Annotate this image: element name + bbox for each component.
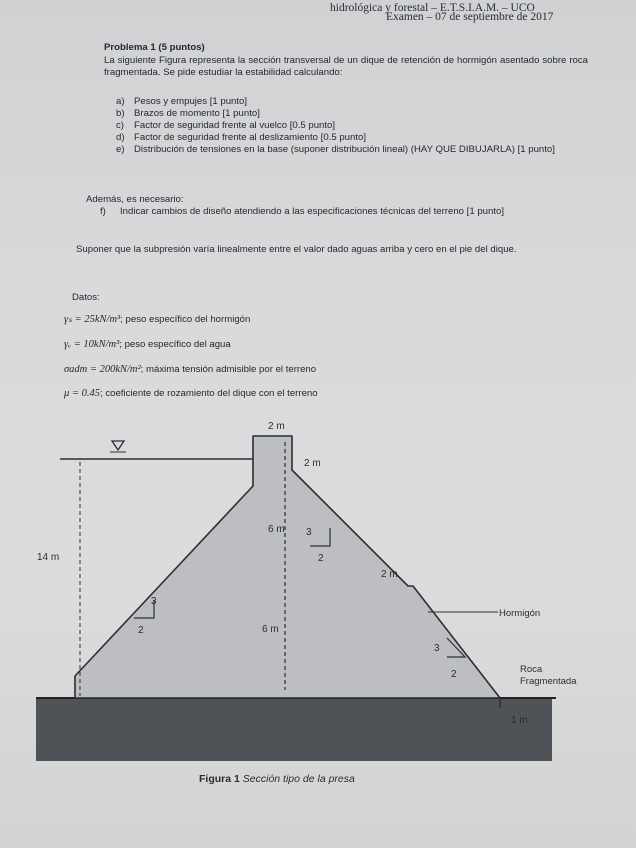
desc: ; peso específico del agua <box>119 339 231 350</box>
symbol: μ = 0.45 <box>64 388 100 399</box>
item-label: d) <box>116 132 125 143</box>
item-text: Factor de seguridad frente al deslizamiento [0.5 punto] <box>134 132 366 143</box>
desc: ; máxima tensión admisible por el terreno <box>140 364 317 375</box>
symbol: σadm = 200kN/m² <box>64 364 141 375</box>
rock-label-line2: Fragmentada <box>520 676 577 687</box>
height-label: 14 m <box>37 552 60 563</box>
slope-left-vertical: 3 <box>151 596 157 607</box>
step-width-label: 2 m <box>381 569 398 580</box>
item-text: Factor de seguridad frente al vuelco [0.5 punto] <box>134 120 336 131</box>
also-required: Además, es necesario: <box>86 194 184 205</box>
problem-title: Problema 1 (5 puntos) <box>104 42 205 53</box>
mid-upper-label: 6 m <box>268 524 285 535</box>
header-school: hidrológica y forestal – E.T.S.I.A.M. – UCO <box>330 2 535 14</box>
slope-toe-vertical: 3 <box>434 643 440 654</box>
item-label: f) <box>100 206 106 217</box>
water-level-icon <box>112 441 124 450</box>
figure-caption <box>199 773 355 785</box>
datos-title: Datos: <box>72 292 100 303</box>
slope-upper-vertical: 3 <box>306 527 312 538</box>
item-text: Indicar cambios de diseño atendiendo a las especificaciones técnicas del terreno [1 punto] <box>120 206 504 217</box>
problem-intro: La siguiente Figura representa la sección transversal de un dique de retención de hormigón asentado sobre roca fragmentada. Se pide estudiar la estabilidad calculando: <box>104 55 588 78</box>
dam-body <box>75 436 500 698</box>
item-label: a) <box>116 96 125 107</box>
mid-lower-label: 6 m <box>262 624 279 635</box>
item-label: b) <box>116 108 125 119</box>
item-label: e) <box>116 144 125 155</box>
slope-left-horizontal: 2 <box>138 625 144 636</box>
item-text: Brazos de momento [1 punto] <box>134 108 260 119</box>
desc: ; peso específico del hormigón <box>120 314 251 325</box>
top-width-label: 2 m <box>268 421 285 432</box>
item-text: Distribución de tensiones en la base (suponer distribución lineal) (HAY QUE DIBUJARLA) [1 punto] <box>134 144 555 155</box>
rock-foundation <box>36 699 552 761</box>
header-exam-date: Examen – 07 de septiembre de 2017 <box>386 11 554 23</box>
item-label: c) <box>116 120 124 131</box>
slope-toe-horizontal: 2 <box>451 669 457 680</box>
rock-label-line1: Roca <box>520 664 543 675</box>
concrete-label: Hormigón <box>499 608 541 619</box>
slope-upper-horizontal: 2 <box>318 553 324 564</box>
item-text: Pesos y empujes [1 punto] <box>134 96 248 107</box>
desc: ; coeficiente de rozamiento del dique con el terreno <box>99 388 318 399</box>
caption-text: Sección tipo de la presa <box>242 773 355 785</box>
supposition-text: Suponer que la subpresión varía linealmente entre el valor dado aguas arriba y cero en el pie del dique. <box>76 244 517 255</box>
caption-number: Figura 1 <box>199 773 240 785</box>
base-step-label: 1 m <box>511 715 528 726</box>
symbol: γₛ = 25kN/m³ <box>64 314 121 325</box>
top-height-label: 2 m <box>304 458 321 469</box>
symbol: γᵥ = 10kN/m³ <box>64 339 120 350</box>
